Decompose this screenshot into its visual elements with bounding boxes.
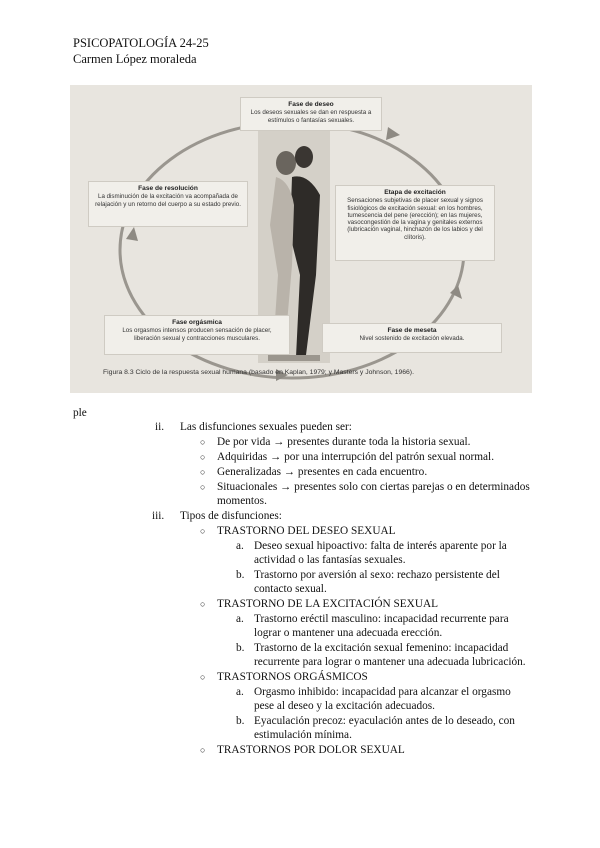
item-text: Trastorno de la excitación sexual femenino: incapacidad bbox=[254, 642, 509, 654]
arrow-head-1 bbox=[386, 127, 400, 140]
phase-excitement-text: Sensaciones subjetivas de placer sexual y signos fisiológicos de excitación sexual: en los hombres, tumescencia del pene (erección); en las mujeres, vasocongestión de la vagina y genitales externos (lubricación vaginal, hinchazón de los labios y del clítoris). bbox=[347, 197, 483, 241]
phase-orgasm-text: Los orgasmos intensos producen sensación de placer, liberación sexual y contracciones musculares. bbox=[122, 327, 272, 342]
group-title: TRASTORNO DEL DESEO SEXUAL bbox=[217, 525, 396, 537]
arrow-head-4 bbox=[126, 227, 138, 241]
section-iii-numeral: iii. bbox=[152, 510, 165, 522]
item-letter: b. bbox=[236, 642, 245, 654]
bullet-icon: ○ bbox=[200, 599, 206, 609]
figure-caption: Figura 8.3 Ciclo de la respuesta sexual humana (basado en Kaplan, 1979; y Masters y Johnson, 1966). bbox=[103, 369, 414, 376]
item-text: Eyaculación precoz: eyaculación antes de lo deseado, con bbox=[254, 715, 515, 727]
list-item: Generalizadas → presentes en cada encuentro. bbox=[217, 466, 428, 478]
item-text: Trastorno por aversión al sexo: rechazo persistente del bbox=[254, 569, 500, 581]
item-text: actividad o las fantasías sexuales. bbox=[254, 554, 406, 566]
group-title: TRASTORNO DE LA EXCITACIÓN SEXUAL bbox=[217, 598, 439, 610]
phase-desire-box bbox=[240, 97, 382, 131]
phase-desire-text: Los deseos sexuales se dan en respuesta a estímulos o fantasías sexuales. bbox=[250, 109, 372, 124]
bullet-icon: ○ bbox=[200, 672, 206, 682]
item-text: pese al deseo y la excitación adecuados. bbox=[254, 700, 435, 712]
list-item: Situacionales → presentes solo con ciertas parejas o en determinados bbox=[217, 481, 530, 493]
item-text: contacto sexual. bbox=[254, 583, 327, 595]
bullet-icon: ○ bbox=[200, 467, 206, 477]
figure-sexual-response-cycle bbox=[70, 85, 532, 393]
item-text: Orgasmo inhibido: incapacidad para alcanzar el orgasmo bbox=[254, 686, 511, 698]
item-text: Trastorno eréctil masculino: incapacidad recurrente para bbox=[254, 613, 509, 625]
list-item-continuation: momentos. bbox=[217, 495, 267, 507]
section-ii-intro: Las disfunciones sexuales pueden ser: bbox=[180, 421, 352, 433]
item-text: Deseo sexual hipoactivo: falta de interés aparente por la bbox=[254, 540, 507, 552]
phase-plateau-box bbox=[322, 323, 502, 353]
bullet-icon: ○ bbox=[200, 482, 206, 492]
item-text: estimulación mínima. bbox=[254, 729, 352, 741]
item-text: lograr o mantener una adecuada erección. bbox=[254, 627, 443, 639]
phase-resolution-title: Fase de resolución bbox=[138, 185, 198, 192]
phase-orgasm-box bbox=[104, 315, 290, 355]
group-title: TRASTORNOS ORGÁSMICOS bbox=[217, 671, 368, 683]
phase-resolution-text: La disminución de la excitación va acompañada de relajación y un retorno del cuerpo a su estado previo. bbox=[95, 193, 241, 208]
course-title: PSICOPATOLOGÍA 24-25 bbox=[73, 36, 209, 50]
phase-desire-title: Fase de deseo bbox=[288, 101, 334, 108]
author-name: Carmen López moraleda bbox=[73, 52, 197, 66]
section-iii-intro: Tipos de disfunciones: bbox=[180, 510, 282, 522]
section-ii-numeral: ii. bbox=[155, 421, 165, 433]
phase-orgasm-title: Fase orgásmica bbox=[172, 319, 222, 326]
stray-text: ple bbox=[73, 407, 87, 419]
item-letter: b. bbox=[236, 569, 245, 581]
item-letter: a. bbox=[236, 686, 244, 698]
item-letter: a. bbox=[236, 613, 244, 625]
phase-plateau-title: Fase de meseta bbox=[387, 327, 437, 334]
list-item: De por vida → presentes durante toda la historia sexual. bbox=[217, 436, 471, 448]
item-letter: a. bbox=[236, 540, 244, 552]
group-title: TRASTORNOS POR DOLOR SEXUAL bbox=[217, 744, 405, 756]
list-item: Adquiridas → por una interrupción del patrón sexual normal. bbox=[217, 451, 495, 463]
item-letter: b. bbox=[236, 715, 245, 727]
phase-plateau-text: Nivel sostenido de excitación elevada. bbox=[359, 335, 465, 343]
bullet-icon: ○ bbox=[200, 526, 206, 536]
bullet-icon: ○ bbox=[200, 745, 206, 755]
phase-excitement-box bbox=[335, 185, 495, 261]
phase-excitement-title: Etapa de excitación bbox=[384, 189, 446, 196]
bullet-icon: ○ bbox=[200, 437, 206, 447]
phase-resolution-box bbox=[88, 181, 248, 227]
item-text: recurrente para lograr o mantener una adecuada lubricación. bbox=[254, 656, 526, 668]
bullet-icon: ○ bbox=[200, 452, 206, 462]
